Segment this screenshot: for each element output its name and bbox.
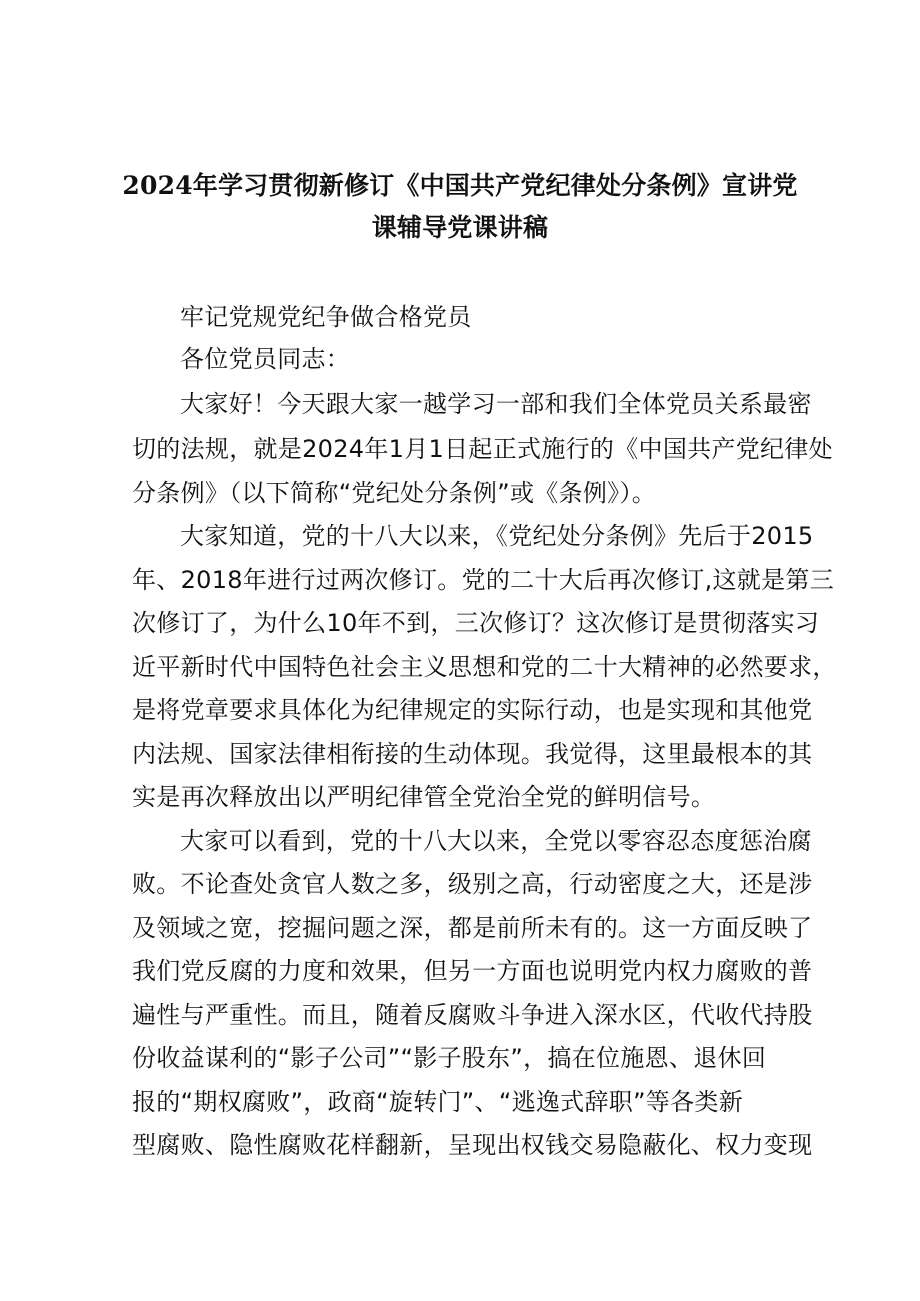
body-line: 近平新时代中国特色社会主义思想和党的二十大精神的必然要求，: [132, 653, 837, 681]
document-title-line-1: 2024年学习贯彻新修订《中国共产党纪律处分条例》宣讲党: [122, 171, 798, 200]
salutation: 各位党员同志：: [180, 345, 351, 373]
body-line: 败。不论查处贪官人数之多，级别之高，行动密度之大，还是涉: [132, 870, 813, 898]
body-line: 报的“期权腐败”，政商“旋转门”、“逃逸式辞职”等各类新: [132, 1088, 743, 1116]
body-line: 年、2018年进行过两次修订。党的二十大后再次修订,这就是第三: [132, 566, 835, 594]
body-line: 内法规、国家法律相衔接的生动体现。我觉得，这里最根本的其: [132, 740, 813, 768]
document-subtitle: 牢记党规党纪争做合格党员: [180, 303, 472, 331]
body-line: 实是再次释放出以严明纪律管全党治全党的鲜明信号。: [132, 783, 716, 811]
body-line: 型腐败、隐性腐败花样翻新，呈现出权钱交易隐蔽化、权力变现: [132, 1131, 813, 1159]
body-line: 大家可以看到，党的十八大以来，全党以零容忍态度惩治腐: [180, 827, 812, 855]
document-title-line-2: 课辅导党课讲稿: [371, 213, 549, 242]
body-line: 份收益谋利的“影子公司”“影子股东”，搞在位施恩、退休回: [132, 1044, 767, 1072]
body-line: 次修订了，为什么10年不到，三次修订？这次修订是贯彻落实习: [132, 609, 820, 637]
body-line: 遍性与严重性。而且，随着反腐败斗争进入深水区，代收代持股: [132, 1001, 813, 1029]
body-line: 大家好！今天跟大家一越学习一部和我们全体党员关系最密: [180, 390, 812, 418]
body-line: 我们党反腐的力度和效果，但另一方面也说明党内权力腐败的普: [132, 957, 813, 985]
body-line: 是将党章要求具体化为纪律规定的实际行动，也是实现和其他党: [132, 696, 813, 724]
body-line: 切的法规，就是2024年1月1日起正式施行的《中国共产党纪律处: [132, 435, 833, 463]
body-line: 分条例》（以下简称“党纪处分条例”或《条例》）。: [132, 479, 657, 507]
body-line: 及领域之宽，挖掘问题之深，都是前所未有的。这一方面反映了: [132, 914, 813, 942]
body-line: 大家知道，党的十八大以来，《党纪处分条例》先后于2015: [180, 522, 814, 550]
